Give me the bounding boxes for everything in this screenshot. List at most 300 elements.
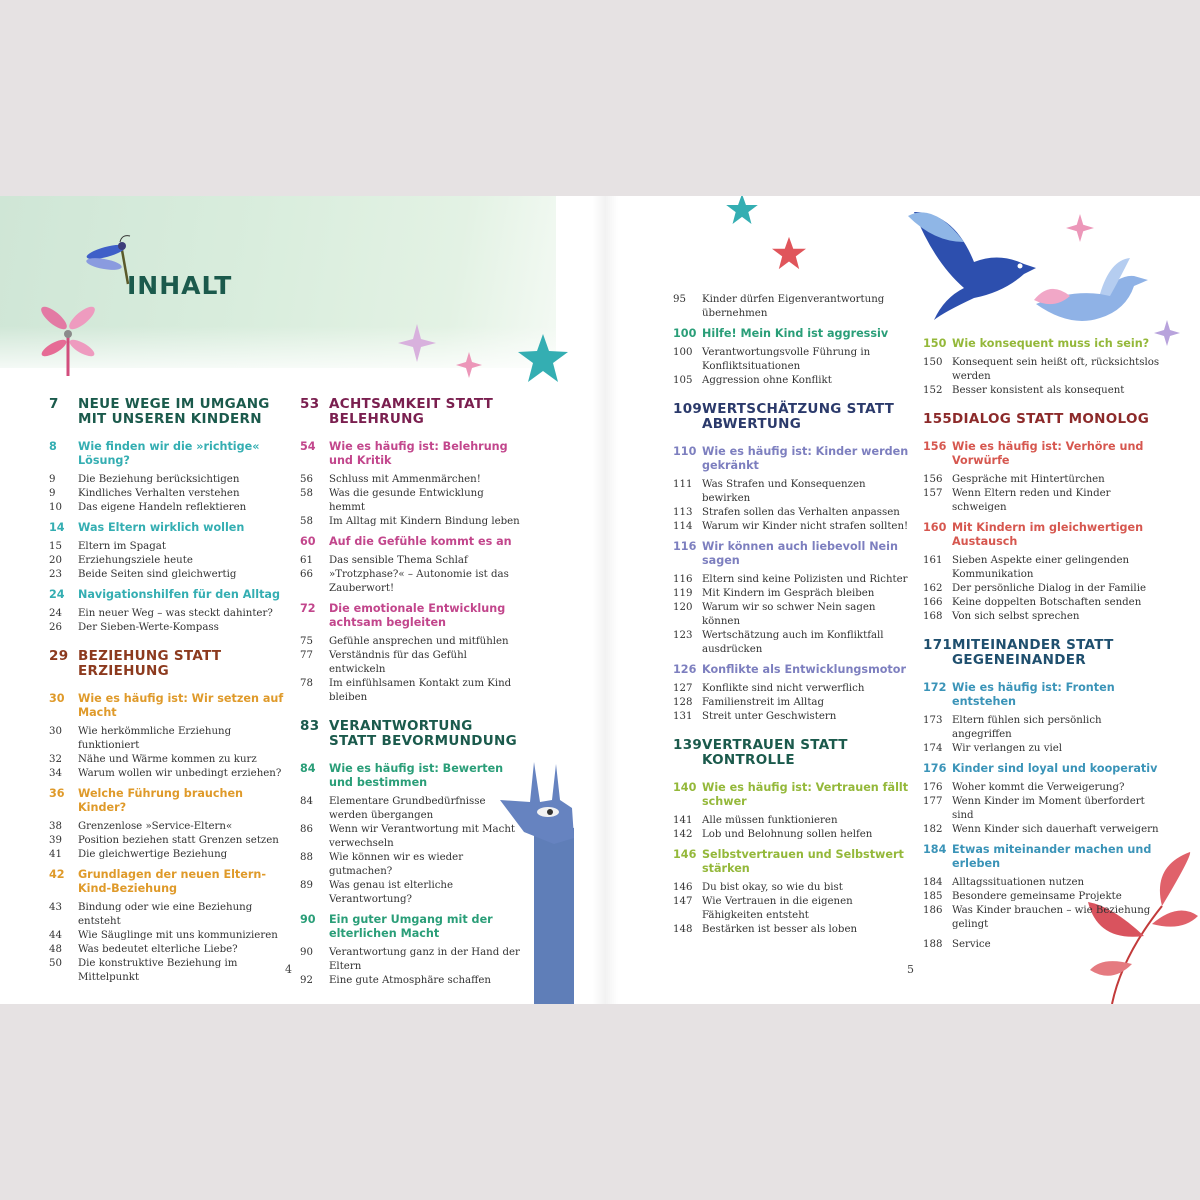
light-blue-bird-illustration	[1030, 254, 1154, 330]
entry-page-number: 32	[49, 754, 62, 765]
subsection-heading[interactable]	[49, 440, 289, 468]
entry-list	[923, 473, 1163, 515]
subsection-heading[interactable]	[923, 521, 1163, 549]
subsection-page-number: 126	[673, 663, 697, 676]
toc-entry[interactable]	[923, 781, 1163, 795]
entry-title: Erziehungsziele heute	[78, 555, 193, 566]
toc-entry[interactable]	[49, 501, 289, 515]
subsection-page-number: 90	[300, 913, 316, 926]
chapter-heading[interactable]	[923, 638, 1163, 668]
subsection-page-number: 30	[49, 692, 65, 705]
toc-entry[interactable]	[49, 487, 289, 501]
subsection-heading[interactable]	[300, 602, 520, 630]
entry-page-number: 43	[49, 902, 62, 913]
entry-page-number: 26	[49, 622, 62, 633]
entry-title: Im Alltag mit Kindern Bindung leben	[329, 516, 520, 527]
entry-list	[923, 938, 1163, 952]
subsection-heading[interactable]	[923, 762, 1163, 776]
entry-title: Gefühle ansprechen und mitfühlen	[329, 636, 509, 647]
toc-entry[interactable]	[673, 506, 913, 520]
toc-column-3	[673, 293, 913, 943]
entry-title: Wenn Eltern reden und Kinder schweigen	[952, 488, 1111, 513]
toc-entry[interactable]	[300, 473, 520, 487]
toc-entry[interactable]	[673, 682, 913, 696]
entry-list	[673, 293, 913, 321]
entry-title: Was Kinder brauchen – wie Beziehung gelingt	[952, 905, 1151, 930]
toc-entry[interactable]	[300, 946, 520, 974]
subsection-title: Wie es häufig ist: Vertrauen fällt schwer	[702, 781, 909, 808]
subsection-heading[interactable]	[673, 540, 913, 568]
entry-page-number: 88	[300, 852, 313, 863]
toc-entry[interactable]	[923, 904, 1163, 932]
entry-title: Im einfühlsamen Kontakt zum Kind bleiben	[329, 678, 512, 703]
subsection-heading[interactable]	[300, 535, 520, 549]
subsection-page-number: 184	[923, 843, 947, 856]
entry-page-number: 182	[923, 824, 943, 835]
entry-page-number: 9	[49, 488, 56, 499]
toc-entry[interactable]	[673, 881, 913, 895]
subsection-title: Etwas miteinander machen und erleben	[952, 843, 1152, 870]
entry-title: Eine gute Atmosphäre schaffen	[329, 975, 491, 986]
toc-entry[interactable]	[923, 742, 1163, 756]
toc-entry[interactable]	[923, 487, 1163, 515]
toc-entry[interactable]	[673, 374, 913, 388]
entry-title: Das sensible Thema Schlaf	[329, 555, 468, 566]
entry-list	[673, 814, 913, 842]
toc-entry[interactable]	[300, 635, 520, 649]
toc-entry[interactable]	[923, 356, 1163, 384]
subsection-heading[interactable]	[300, 913, 520, 941]
entry-page-number: 128	[673, 697, 693, 708]
toc-entry[interactable]	[923, 384, 1163, 398]
entry-title: Eltern im Spagat	[78, 541, 166, 552]
chapter-heading[interactable]	[673, 402, 913, 432]
entry-page-number: 146	[673, 882, 693, 893]
entry-page-number: 148	[673, 924, 693, 935]
toc-entry[interactable]	[673, 601, 913, 629]
entry-list	[300, 635, 520, 705]
toc-entry[interactable]	[673, 587, 913, 601]
entry-page-number: 120	[673, 602, 693, 613]
entry-title: Sieben Aspekte einer gelingenden Kommunikation	[952, 555, 1130, 580]
subsection-heading[interactable]	[923, 440, 1163, 468]
entry-list	[300, 554, 520, 596]
entry-title: Besser konsistent als konsequent	[952, 385, 1125, 396]
book-spread	[0, 196, 1200, 1004]
subsection-heading[interactable]	[673, 327, 913, 341]
toc-entry[interactable]	[300, 795, 520, 823]
subsection-heading[interactable]	[49, 868, 289, 896]
entry-page-number: 174	[923, 743, 943, 754]
entry-list	[673, 573, 913, 657]
entry-page-number: 30	[49, 726, 62, 737]
entry-page-number: 157	[923, 488, 943, 499]
chapter-title: BEZIEHUNG STATT ERZIEHUNG	[78, 648, 222, 679]
entry-page-number: 123	[673, 630, 693, 641]
toc-entry[interactable]	[49, 554, 289, 568]
entry-title: Ein neuer Weg – was steckt dahinter?	[78, 608, 273, 619]
entry-title: Die gleichwertige Beziehung	[78, 849, 228, 860]
page-number-left: 4	[285, 963, 292, 976]
entry-title: Streit unter Geschwistern	[702, 711, 837, 722]
pink-star-icon	[456, 352, 482, 378]
chapter-page-number: 53	[300, 396, 320, 412]
entry-page-number: 48	[49, 944, 62, 955]
toc-entry[interactable]	[923, 610, 1163, 624]
entry-title: Nähe und Wärme kommen zu kurz	[78, 754, 257, 765]
entry-page-number: 78	[300, 678, 313, 689]
toc-entry[interactable]	[673, 923, 913, 937]
toc-entry[interactable]	[673, 629, 913, 657]
entry-title: Das eigene Handeln reflektieren	[78, 502, 247, 513]
book-gutter	[592, 196, 618, 1004]
entry-title: Wertschätzung auch im Konfliktfall ausdrücken	[702, 630, 884, 655]
subsection-heading[interactable]	[923, 681, 1163, 709]
entry-title: Lob und Belohnung sollen helfen	[702, 829, 873, 840]
chapter-heading[interactable]	[49, 397, 289, 427]
pink-dragonfly-icon	[34, 296, 104, 381]
subsection-title: Die emotionale Entwicklung achtsam begleiten	[329, 602, 506, 629]
entry-page-number: 84	[300, 796, 313, 807]
subsection-page-number: 60	[300, 535, 316, 548]
toc-entry[interactable]	[300, 677, 520, 705]
entry-title: Strafen sollen das Verhalten anpassen	[702, 507, 900, 518]
entry-page-number: 176	[923, 782, 943, 793]
entry-page-number: 119	[673, 588, 693, 599]
subsection-heading[interactable]	[673, 445, 913, 473]
subsection-page-number: 110	[673, 445, 697, 458]
toc-entry[interactable]	[673, 814, 913, 828]
chapter-page-number: 7	[49, 396, 59, 412]
subsection-title: Wir können auch liebevoll Nein sagen	[702, 540, 898, 567]
subsection-title: Kinder sind loyal und kooperativ	[952, 762, 1158, 775]
subsection-page-number: 176	[923, 762, 947, 775]
entry-title: Gespräche mit Hintertürchen	[952, 474, 1105, 485]
contents-heading: INHALT	[127, 271, 233, 300]
entry-page-number: 56	[300, 474, 313, 485]
toc-entry[interactable]	[300, 823, 520, 851]
chapter-heading[interactable]	[923, 412, 1163, 427]
entry-title: Grenzenlose »Service-Eltern«	[78, 821, 233, 832]
entry-list	[673, 881, 913, 937]
chapter-title: VERANTWORTUNG STATT BEVORMUNDUNG	[329, 718, 517, 749]
toc-entry[interactable]	[49, 725, 289, 753]
entry-page-number: 58	[300, 516, 313, 527]
page-number-right: 5	[907, 963, 914, 976]
entry-title: Wie Vertrauen in die eigenen Fähigkeiten entsteht	[702, 896, 853, 921]
entry-title: Warum wollen wir unbedingt erziehen?	[78, 768, 282, 779]
entry-page-number: 20	[49, 555, 62, 566]
subsection-heading[interactable]	[923, 337, 1163, 351]
toc-entry[interactable]	[673, 828, 913, 842]
blue-bird-illustration	[904, 202, 1044, 322]
toc-entry[interactable]	[49, 607, 289, 621]
chapter-page-number: 155	[923, 411, 953, 427]
entry-page-number: 86	[300, 824, 313, 835]
teal-star-icon	[518, 334, 568, 382]
entry-title: Besondere gemeinsame Projekte	[952, 891, 1122, 902]
chapter-page-number: 29	[49, 648, 69, 664]
subsection-heading[interactable]	[673, 781, 913, 809]
entry-list	[49, 725, 289, 781]
entry-list	[49, 473, 289, 515]
entry-title: Alle müssen funktionieren	[702, 815, 838, 826]
entry-title: Beide Seiten sind gleichwertig	[78, 569, 237, 580]
toc-entry[interactable]	[49, 957, 289, 985]
red-star-icon	[772, 236, 806, 270]
entry-title: Elementare Grundbedürfnisse werden übergangen	[329, 796, 486, 821]
chapter-page-number: 171	[923, 637, 953, 653]
entry-list	[673, 478, 913, 534]
entry-page-number: 39	[49, 835, 62, 846]
subsection-title: Navigationshilfen für den Alltag	[78, 588, 280, 601]
entry-list	[49, 901, 289, 985]
subsection-page-number: 116	[673, 540, 697, 553]
toc-entry[interactable]	[49, 568, 289, 582]
entry-page-number: 111	[673, 479, 693, 490]
toc-entry[interactable]	[49, 834, 289, 848]
entry-list	[673, 346, 913, 388]
toc-entry[interactable]	[923, 554, 1163, 582]
subsection-title: Grundlagen der neuen Eltern-Kind-Beziehung	[78, 868, 266, 895]
entry-page-number: 147	[673, 896, 693, 907]
toc-column-1	[49, 397, 289, 991]
subsection-heading[interactable]	[300, 762, 520, 790]
entry-list	[923, 554, 1163, 624]
chapter-heading[interactable]	[300, 719, 520, 749]
subsection-page-number: 72	[300, 602, 316, 615]
subsection-title: Wie es häufig ist: Wir setzen auf Macht	[78, 692, 284, 719]
toc-entry[interactable]	[673, 293, 913, 321]
subsection-heading[interactable]	[49, 521, 289, 535]
subsection-title: Wie es häufig ist: Verhöre und Vorwürfe	[952, 440, 1144, 467]
entry-page-number: 152	[923, 385, 943, 396]
toc-entry[interactable]	[49, 473, 289, 487]
pink-star-right-icon	[1066, 214, 1094, 242]
toc-entry[interactable]	[923, 714, 1163, 742]
entry-title: Warum wir Kinder nicht strafen sollten!	[702, 521, 909, 532]
toc-entry[interactable]	[300, 515, 520, 529]
toc-entry[interactable]	[49, 820, 289, 834]
toc-entry[interactable]	[673, 710, 913, 724]
entry-page-number: 61	[300, 555, 313, 566]
entry-title: Die konstruktive Beziehung im Mittelpunkt	[78, 958, 238, 983]
subsection-title: Selbstvertrauen und Selbstwert stärken	[702, 848, 904, 875]
subsection-title: Hilfe! Mein Kind ist aggressiv	[702, 327, 889, 340]
entry-title: Bestärken ist besser als loben	[702, 924, 858, 935]
toc-entry[interactable]	[923, 596, 1163, 610]
entry-page-number: 113	[673, 507, 693, 518]
toc-entry[interactable]	[49, 848, 289, 862]
entry-title: Was genau ist elterliche Verantwortung?	[329, 880, 454, 905]
entry-page-number: 173	[923, 715, 943, 726]
toc-entry[interactable]	[300, 649, 520, 677]
chapter-heading[interactable]	[300, 397, 520, 427]
subsection-page-number: 172	[923, 681, 947, 694]
lilac-star-icon	[398, 324, 436, 362]
entry-title: Der Sieben-Werte-Kompass	[78, 622, 219, 633]
subsection-title: Wie es häufig ist: Fronten entstehen	[952, 681, 1115, 708]
entry-title: Wie können wir es wieder gutmachen?	[329, 852, 464, 877]
entry-title: Mit Kindern im Gespräch bleiben	[702, 588, 875, 599]
subsection-heading[interactable]	[673, 848, 913, 876]
subsection-page-number: 160	[923, 521, 947, 534]
toc-entry[interactable]	[300, 851, 520, 879]
subsection-page-number: 150	[923, 337, 947, 350]
chapter-page-number: 109	[673, 401, 703, 417]
toc-entry[interactable]	[923, 582, 1163, 596]
entry-page-number: 75	[300, 636, 313, 647]
subsection-title: Wie es häufig ist: Kinder werden gekränkt	[702, 445, 909, 472]
chapter-title: MITEINANDER STATT GEGENEINANDER	[952, 637, 1114, 668]
entry-page-number: 177	[923, 796, 943, 807]
entry-title: Service	[952, 939, 991, 950]
entry-title: Konsequent sein heißt oft, rücksichtslos werden	[952, 357, 1160, 382]
entry-title: Was bedeutet elterliche Liebe?	[78, 944, 238, 955]
toc-entry[interactable]	[49, 943, 289, 957]
entry-title: Konflikte sind nicht verwerflich	[702, 683, 865, 694]
toc-column-2	[300, 397, 520, 994]
entry-page-number: 100	[673, 347, 693, 358]
entry-title: Verantwortungsvolle Führung in Konfliktsituationen	[702, 347, 871, 372]
entry-title: Wir verlangen zu viel	[952, 743, 1063, 754]
subsection-page-number: 156	[923, 440, 947, 453]
toc-entry[interactable]	[673, 696, 913, 710]
entry-list	[49, 607, 289, 635]
chapter-title: WERTSCHÄTZUNG STATT ABWERTUNG	[702, 401, 895, 432]
toc-entry[interactable]	[673, 346, 913, 374]
entry-page-number: 116	[673, 574, 693, 585]
entry-page-number: 77	[300, 650, 313, 661]
entry-list	[923, 781, 1163, 837]
toc-entry[interactable]	[49, 929, 289, 943]
toc-entry[interactable]	[300, 487, 520, 515]
entry-page-number: 131	[673, 711, 693, 722]
entry-title: Eltern fühlen sich persönlich angegriffen	[952, 715, 1102, 740]
chapter-page-number: 83	[300, 718, 320, 734]
subsection-heading[interactable]	[673, 663, 913, 677]
toc-entry[interactable]	[49, 621, 289, 635]
subsection-heading[interactable]	[923, 843, 1163, 871]
teal-star-right-icon	[722, 196, 762, 224]
toc-entry[interactable]	[923, 890, 1163, 904]
entry-page-number: 50	[49, 958, 62, 969]
entry-title: Bindung oder wie eine Beziehung entsteht	[78, 902, 253, 927]
entry-page-number: 141	[673, 815, 693, 826]
chapter-title: ACHTSAMKEIT STATT BELEHRUNG	[329, 396, 494, 427]
subsection-title: Konflikte als Entwicklungsmotor	[702, 663, 906, 676]
entry-page-number: 142	[673, 829, 693, 840]
toc-entry[interactable]	[923, 795, 1163, 823]
entry-page-number: 41	[49, 849, 62, 860]
toc-entry[interactable]	[300, 974, 520, 988]
entry-list	[673, 682, 913, 724]
entry-page-number: 24	[49, 608, 62, 619]
entry-title: Aggression ohne Konflikt	[702, 375, 832, 386]
subsection-page-number: 8	[49, 440, 57, 453]
chapter-title: DIALOG STATT MONOLOG	[952, 411, 1150, 427]
entry-list	[923, 714, 1163, 756]
subsection-title: Mit Kindern im gleichwertigen Austausch	[952, 521, 1144, 548]
toc-entry[interactable]	[49, 767, 289, 781]
entry-title: Verständnis für das Gefühl entwickeln	[329, 650, 467, 675]
subsection-heading[interactable]	[49, 692, 289, 720]
entry-title: Wenn Kinder im Moment überfordert sind	[952, 796, 1145, 821]
entry-title: Alltagssituationen nutzen	[952, 877, 1085, 888]
entry-list	[300, 473, 520, 529]
entry-title: Verantwortung ganz in der Hand der Eltern	[329, 947, 520, 972]
chapter-page-number: 139	[673, 737, 703, 753]
subsection-title: Welche Führung brauchen Kinder?	[78, 787, 243, 814]
entry-title: Von sich selbst sprechen	[952, 611, 1080, 622]
chapter-heading[interactable]	[673, 738, 913, 768]
toc-entry[interactable]	[923, 473, 1163, 487]
toc-entry[interactable]	[923, 938, 1163, 952]
entry-title: Keine doppelten Botschaften senden	[952, 597, 1142, 608]
entry-list	[923, 876, 1163, 932]
toc-entry[interactable]	[49, 901, 289, 929]
subsection-page-number: 54	[300, 440, 316, 453]
subsection-page-number: 100	[673, 327, 697, 340]
entry-page-number: 90	[300, 947, 313, 958]
entry-page-number: 95	[673, 294, 686, 305]
entry-title: Eltern sind keine Polizisten und Richter	[702, 574, 908, 585]
subsection-page-number: 140	[673, 781, 697, 794]
entry-page-number: 150	[923, 357, 943, 368]
entry-page-number: 66	[300, 569, 313, 580]
subsection-title: Wie finden wir die »richtige« Lösung?	[78, 440, 260, 467]
entry-page-number: 15	[49, 541, 62, 552]
entry-title: Warum wir so schwer Nein sagen können	[702, 602, 876, 627]
toc-entry[interactable]	[300, 879, 520, 907]
entry-title: Wenn Kinder sich dauerhaft verweigern	[952, 824, 1159, 835]
entry-page-number: 186	[923, 905, 943, 916]
subsection-title: Was Eltern wirklich wollen	[78, 521, 245, 534]
entry-title: Schluss mit Ammenmärchen!	[329, 474, 481, 485]
entry-title: Was die gesunde Entwicklung hemmt	[329, 488, 484, 513]
subsection-heading[interactable]	[300, 440, 520, 468]
toc-column-4	[923, 337, 1163, 958]
entry-page-number: 168	[923, 611, 943, 622]
entry-title: Familienstreit im Alltag	[702, 697, 825, 708]
chapter-heading[interactable]	[49, 649, 289, 679]
toc-entry[interactable]	[923, 823, 1163, 837]
toc-entry[interactable]	[673, 895, 913, 923]
entry-page-number: 185	[923, 891, 943, 902]
toc-entry[interactable]	[49, 540, 289, 554]
entry-title: »Trotzphase?« – Autonomie ist das Zauberwort!	[329, 569, 509, 594]
toc-entry[interactable]	[673, 520, 913, 534]
entry-title: Kindliches Verhalten verstehen	[78, 488, 240, 499]
toc-entry[interactable]	[673, 573, 913, 587]
toc-entry[interactable]	[673, 478, 913, 506]
subsection-page-number: 146	[673, 848, 697, 861]
toc-entry[interactable]	[300, 568, 520, 596]
entry-page-number: 127	[673, 683, 693, 694]
entry-list	[923, 356, 1163, 398]
subsection-heading[interactable]	[49, 588, 289, 602]
entry-title: Position beziehen statt Grenzen setzen	[78, 835, 279, 846]
chapter-title: NEUE WEGE IM UMGANG MIT UNSEREN KINDERN	[78, 396, 270, 427]
entry-title: Die Beziehung berücksichtigen	[78, 474, 240, 485]
subsection-heading[interactable]	[49, 787, 289, 815]
toc-entry[interactable]	[300, 554, 520, 568]
entry-page-number: 89	[300, 880, 313, 891]
toc-entry[interactable]	[49, 753, 289, 767]
toc-entry[interactable]	[923, 876, 1163, 890]
subsection-title: Auf die Gefühle kommt es an	[329, 535, 512, 548]
subsection-page-number: 84	[300, 762, 316, 775]
